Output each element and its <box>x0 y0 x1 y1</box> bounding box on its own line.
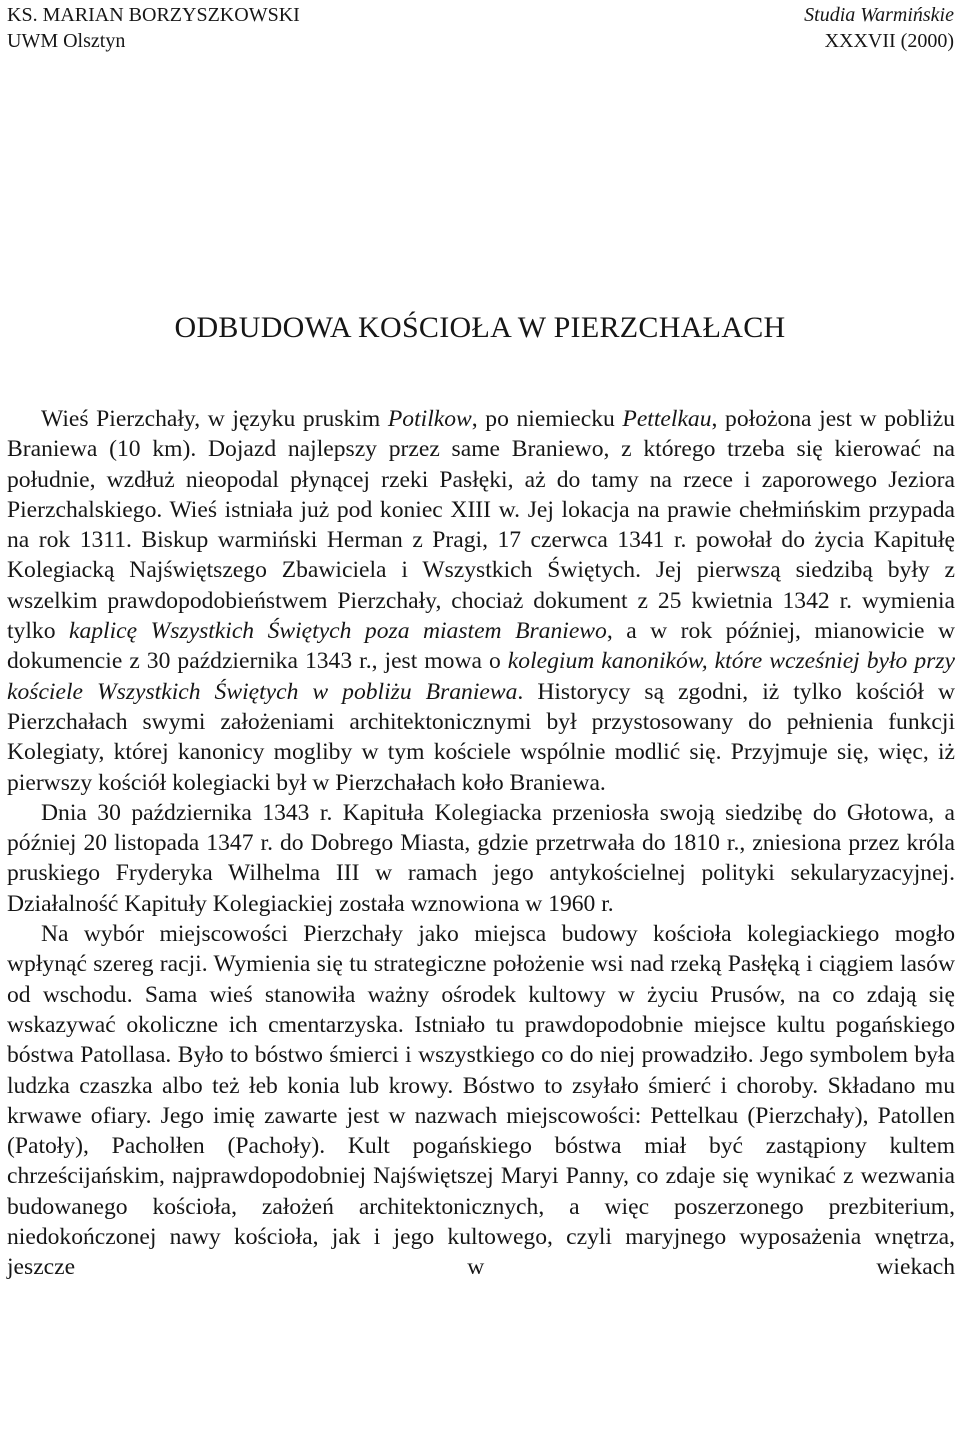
text-run: , położona jest w pobliżu Braniewa (10 km). Dojazd najlepszy przez same Braniewo, z którego trzeba się kierować na południe, wzdłuż nieopodal płynącej rzeki Pasłęki, aż do tamy na rzece i zaporowego Jeziora Pierzchalskiego. Wieś istniała już pod koniec XIII w. Jej lokacja na prawie chełmińskim przypada na rok 1311. Biskup warmiński Herman z Pragi, 17 czerwca 1341 r. powołał do życia Kapitułę Kolegiacką Najświętszego Zbawiciela i Wszystkich Świętych. Jej pierwszą siedzibą były z wszelkim prawdopodobieństwem Pierzchały, chociaż dokument z 25 kwietnia 1342 r. wymienia tylko <box>7 406 955 645</box>
italic-term-pettelkau: Pettelkau <box>622 406 712 432</box>
header-right <box>804 2 954 54</box>
journal-name: Studia Warmińskie <box>804 4 954 26</box>
italic-term-potilkow: Potilkow <box>387 406 472 432</box>
paragraph-3: Na wybór miejscowości Pierzchały jako miejsca budowy kościoła kolegiackiego mogło wpłynąć szereg racji. Wymienia się tu strategiczne położenie wsi nad rzeką Pasłęką i ciągiem lasów od wschodu. Sama wieś stanowiła ważny ośrodek kultowy w życiu Prusów, na co zdają się wskazywać okoliczne ich cmentarzyska. Istniało tu prawdopodobnie miejsce kultu pogańskiego bóstwa Patollasa. Było to bóstwo śmierci i wszystkiego co do niej prowadziło. Jego symbolem była ludzka czaszka albo też łeb konia lub krowy. Bóstwo to zsyłało śmierć i choroby. Składano mu krwawe ofiary. Jego imię zawarte jest w nazwach miejscowości: Pettelkau (Pierzchały), Patollen (Patoły), Pacholłen (Pachoły). Kult pogańskiego bóstwa miał być zastąpiony kultem chrześcijańskim, najprawdopodobniej Najświętszej Maryi Panny, co zdaje się wynikać z wezwania budowanego kościoła, założeń architektonicznych, a więc poszerzonego prezbiterium, niedokończonej nawy kościoła, jak i jego kultowego, czyli maryjnego wyposażenia wnętrza, jeszcze w wiekach <box>7 921 955 1281</box>
text-run: Wieś Pierzchały, w języku pruskim <box>41 406 388 432</box>
italic-quote-kaplica: kaplicę Wszystkich Świętych poza miastem Braniewo <box>68 618 607 645</box>
paragraph-2: Dnia 30 października 1343 r. Kapituła Kolegiacka przeniosła swoją siedzibę do Głotowa, a później 20 listopada 1347 r. do Dobrego Miasta, gdzie przetrwała do 1810 r., zniesiona przez króla pruskiego Fryderyka Wilhelma III w ramach jego antykościelnej polityki sekularyzacyjnej. Działalność Kapituły Kolegiackiej została wznowiona w 1960 r. <box>7 799 955 917</box>
article-title: ODBUDOWA KOŚCIOŁA W PIERZCHAŁACH <box>174 311 786 344</box>
text-run: , a w rok później, mianowicie w dokumencie z 30 października 1343 r., jest mowa o <box>7 618 955 675</box>
journal-volume: XXXVII (2000) <box>824 30 954 52</box>
italic-quote-kolegium: kolegium kanoników, które wcześniej było przy kościele Wszystkich Świętych w pobliżu Braniewa <box>7 648 956 705</box>
paragraph-1 <box>7 404 955 798</box>
text-run: , po niemiecku <box>471 406 623 432</box>
header-left <box>7 2 300 54</box>
text-run: . Historycy są zgodni, iż tylko kościół w Pierzchałach swymi założeniami architektonicznymi był przystosowany do pełnienia funkcji Kolegiaty, której kanonicy mogliby w tym kościele wspólnie modlić się. Przyjmuje się, więc, iż pierwszy kościół kolegiacki był w Pierzchałach koło Braniewa. <box>7 678 955 796</box>
author-affiliation: UWM Olsztyn <box>7 30 126 52</box>
article-body <box>7 404 955 1283</box>
author-name: KS. MARIAN BORZYSZKOWSKI <box>7 4 300 26</box>
